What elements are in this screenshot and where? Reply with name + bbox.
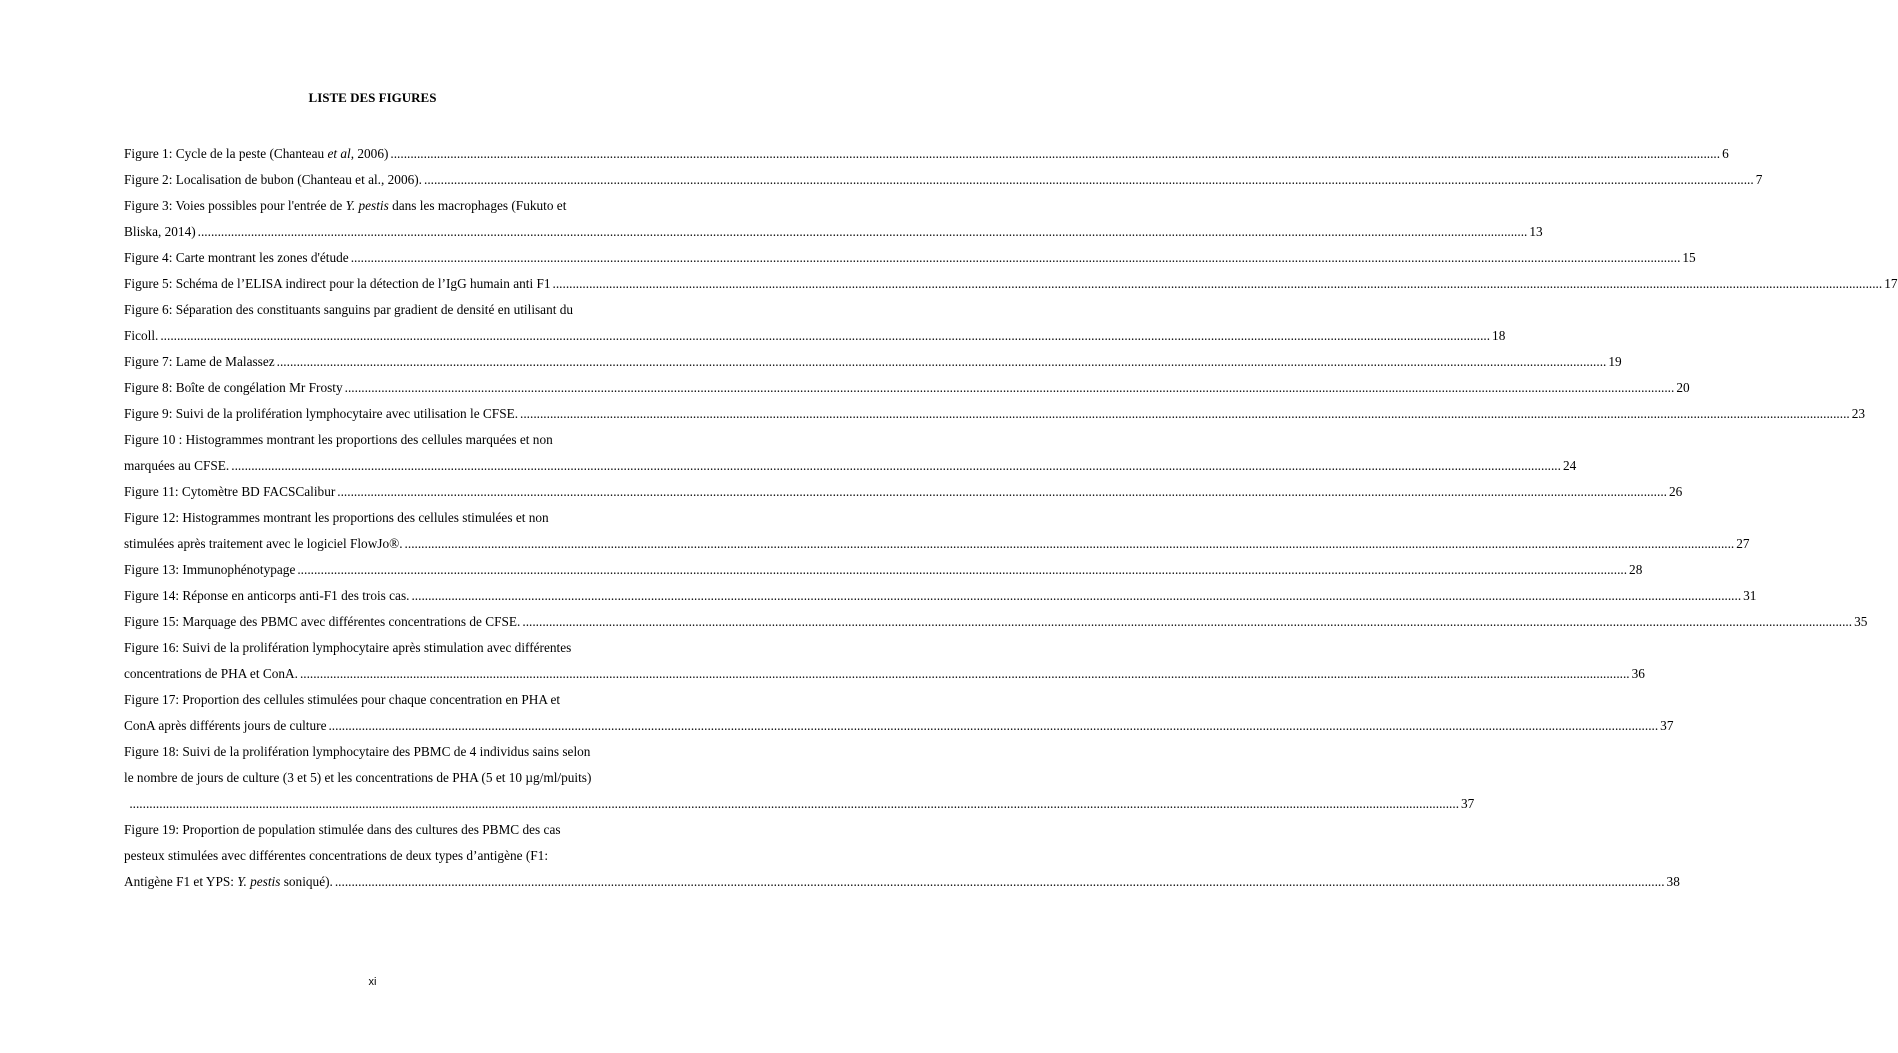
figure-page-number: 20 [1676, 380, 1690, 395]
figure-caption: Figure 18: Suivi de la prolifération lymphocytaire des PBMC de 4 individus sains selon [124, 744, 591, 759]
dot-leader: ................................................................................................................................................................................................................................................................................................................................................................................................................ [231, 458, 1561, 473]
figure-caption: Figure 7: Lame de Malassez [124, 354, 275, 369]
figure-page-number: 28 [1629, 562, 1643, 577]
figure-entry[interactable] [124, 249, 1696, 275]
dot-leader: ................................................................................................................................................................................................................................................................................................................................................................................................................ [160, 328, 1491, 343]
dot-leader: ................................................................................................................................................................................................................................................................................................................................................................................................................ [337, 484, 1667, 499]
figure-entry[interactable] [124, 171, 1763, 197]
figure-entry[interactable] [124, 561, 1643, 587]
dot-leader: ................................................................................................................................................................................................................................................................................................................................................................................................................ [197, 224, 1528, 239]
figure-caption: marquées au CFSE. [124, 458, 230, 473]
figure-page-number: 36 [1631, 666, 1645, 681]
figure-entry[interactable] [124, 587, 1757, 613]
figure-entry[interactable] [124, 379, 1690, 405]
figure-caption: Figure 3: Voies possibles pour l'entrée de Y. pestis dans les macrophages (Fukuto et [124, 198, 567, 213]
dot-leader: ................................................................................................................................................................................................................................................................................................................................................................................................................ [390, 146, 1721, 161]
figure-caption: Antigène F1 et YPS: Y. pestis soniqué). [124, 874, 333, 889]
figure-caption: Figure 19: Proportion de population stimulée dans des cultures des PBMC des cas [124, 822, 561, 837]
figure-page-number: 37 [1660, 718, 1674, 733]
figure-entry[interactable] [124, 431, 1577, 483]
figure-page-number: 15 [1682, 250, 1696, 265]
dot-leader: ................................................................................................................................................................................................................................................................................................................................................................................................................ [522, 614, 1853, 629]
dot-leader: ................................................................................................................................................................................................................................................................................................................................................................................................................ [297, 562, 1628, 577]
figure-page-number: 26 [1668, 484, 1683, 499]
figure-entry[interactable] [124, 821, 1680, 899]
figure-caption: Figure 6: Séparation des constituants sanguins par gradient de densité en utilisant du [124, 302, 574, 317]
figure-page-number: 7 [1755, 172, 1763, 187]
figure-page-number: 24 [1562, 458, 1577, 473]
figure-page-number: 31 [1743, 588, 1757, 603]
figure-page-number: 6 [1722, 146, 1729, 161]
figure-caption: pesteux stimulées avec différentes concentrations de deux types d’antigène (F1: [124, 848, 549, 863]
dot-leader: ................................................................................................................................................................................................................................................................................................................................................................................................................ [411, 588, 1742, 603]
figure-entry[interactable] [124, 275, 1898, 301]
figure-caption: le nombre de jours de culture (3 et 5) et les concentrations de PHA (5 et 10 µg/ml/puits) [124, 770, 592, 785]
figure-page-number: 19 [1608, 354, 1622, 369]
figure-page-number: 27 [1736, 536, 1750, 551]
figure-caption: Figure 1: Cycle de la peste (Chanteau et al, 2006) [124, 146, 389, 161]
figure-entry[interactable] [124, 197, 1543, 249]
figure-caption: Figure 17: Proportion des cellules stimulées pour chaque concentration en PHA et [124, 692, 561, 707]
figure-page-number: 17 [1884, 276, 1898, 291]
figure-caption: Figure 11: Cytomètre BD FACSCalibur [124, 484, 336, 499]
figure-caption: concentrations de PHA et ConA. [124, 666, 298, 681]
figure-page-number: 35 [1854, 614, 1868, 629]
dot-leader: ................................................................................................................................................................................................................................................................................................................................................................................................................ [424, 172, 1754, 187]
figure-entry[interactable] [124, 639, 1645, 691]
dot-leader: ................................................................................................................................................................................................................................................................................................................................................................................................................ [350, 250, 1681, 265]
figure-page-number: 13 [1529, 224, 1543, 239]
figure-caption: Figure 16: Suivi de la prolifération lymphocytaire après stimulation avec différentes [124, 640, 572, 655]
dot-leader: ................................................................................................................................................................................................................................................................................................................................................................................................................ [129, 796, 1460, 811]
figure-caption: ConA après différents jours de culture [124, 718, 327, 733]
figure-caption: Figure 5: Schéma de l’ELISA indirect pour la détection de l’IgG humain anti F1 [124, 276, 551, 291]
figure-caption: Figure 10 : Histogrammes montrant les proportions des cellules marquées et non [124, 432, 553, 447]
figure-entry[interactable] [124, 483, 1683, 509]
figure-caption: Figure 4: Carte montrant les zones d'étude [124, 250, 349, 265]
dot-leader: ................................................................................................................................................................................................................................................................................................................................................................................................................ [520, 406, 1850, 421]
figure-page-number: 18 [1492, 328, 1506, 343]
dot-leader: ................................................................................................................................................................................................................................................................................................................................................................................................................ [299, 666, 1630, 681]
page-title: LISTE DES FIGURES [308, 90, 437, 105]
figure-caption: Figure 12: Histogrammes montrant les proportions des cellules stimulées et non [124, 510, 549, 525]
dot-leader: ................................................................................................................................................................................................................................................................................................................................................................................................................ [552, 276, 1883, 291]
figure-list [124, 145, 1898, 899]
figure-caption: Bliska, 2014) [124, 224, 196, 239]
figure-caption: Ficoll. [124, 328, 159, 343]
figure-caption: Figure 15: Marquage des PBMC avec différentes concentrations de CFSE. [124, 614, 521, 629]
figure-entry[interactable] [124, 743, 1475, 821]
figure-caption: Figure 2: Localisation de bubon (Chanteau et al., 2006). [124, 172, 422, 187]
figure-entry[interactable] [124, 613, 1868, 639]
figure-entry[interactable] [124, 405, 1866, 431]
figure-caption [124, 795, 127, 813]
figure-caption: Figure 13: Immunophénotypage [124, 562, 296, 577]
figure-caption: stimulées après traitement avec le logiciel FlowJo®. [124, 536, 403, 551]
figure-page-number: 23 [1851, 406, 1866, 421]
figure-entry[interactable] [124, 301, 1506, 353]
figure-caption: Figure 14: Réponse en anticorps anti-F1 des trois cas. [124, 588, 410, 603]
dot-leader: ................................................................................................................................................................................................................................................................................................................................................................................................................ [404, 536, 1735, 551]
dot-leader: ................................................................................................................................................................................................................................................................................................................................................................................................................ [334, 874, 1665, 889]
dot-leader: ................................................................................................................................................................................................................................................................................................................................................................................................................ [328, 718, 1659, 733]
figure-entry[interactable] [124, 509, 1750, 561]
dot-leader: ................................................................................................................................................................................................................................................................................................................................................................................................................ [344, 380, 1675, 395]
figure-page-number: 37 [1461, 796, 1475, 811]
figure-entry[interactable] [124, 145, 1729, 171]
figure-caption: Figure 9: Suivi de la prolifération lymphocytaire avec utilisation le CFSE. [124, 406, 519, 421]
figure-page-number: 38 [1666, 874, 1680, 889]
dot-leader: ................................................................................................................................................................................................................................................................................................................................................................................................................ [276, 354, 1607, 369]
figure-entry[interactable] [124, 353, 1622, 379]
figure-entry[interactable] [124, 691, 1674, 743]
figure-caption: Figure 8: Boîte de congélation Mr Frosty [124, 380, 343, 395]
page-number: xi [368, 976, 377, 988]
